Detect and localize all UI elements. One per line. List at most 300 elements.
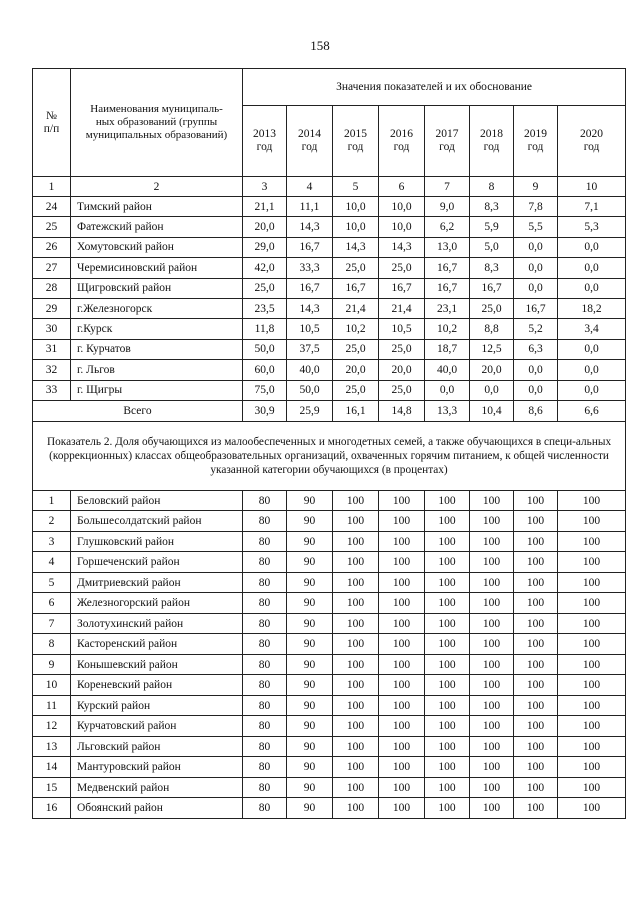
value-cell: 10,0 [379,217,425,237]
value-cell: 50,0 [243,339,287,359]
header-row-top [33,69,626,106]
value-cell: 100 [425,695,470,716]
value-cell: 100 [514,675,558,696]
indicators-table [32,68,626,819]
value-cell: 80 [243,531,287,552]
value-cell: 100 [558,675,626,696]
value-cell: 100 [514,695,558,716]
value-cell: 100 [558,511,626,532]
table-row [33,237,626,257]
value-cell: 100 [470,654,514,675]
value-cell: 100 [558,634,626,655]
value-cell: 100 [514,716,558,737]
value-cell: 100 [470,634,514,655]
value-cell: 100 [470,736,514,757]
row-number: 27 [33,258,71,278]
value-cell: 100 [514,798,558,819]
value-cell: 29,0 [243,237,287,257]
num-col-header: № п/п [33,69,71,177]
value-cell: 0,0 [514,360,558,380]
value-cell: 0,0 [514,278,558,298]
value-cell: 90 [287,531,333,552]
value-cell: 80 [243,634,287,655]
value-cell: 90 [287,613,333,634]
value-cell: 80 [243,613,287,634]
value-cell: 90 [287,593,333,614]
column-number: 2 [71,177,243,197]
value-cell: 25,0 [379,258,425,278]
municipality-name: Курчатовский район [71,716,243,737]
row-number: 1 [33,490,71,511]
value-cell: 25,0 [333,258,379,278]
value-cell: 5,0 [470,237,514,257]
value-cell: 80 [243,490,287,511]
year-header: 2018 год [470,106,514,177]
value-cell: 25,0 [333,380,379,400]
value-cell: 100 [333,757,379,778]
values-title: Значения показателей и их обоснование [243,69,626,106]
value-cell: 90 [287,634,333,655]
value-cell: 14,3 [287,217,333,237]
municipality-name: Железногорский район [71,593,243,614]
value-cell: 100 [333,695,379,716]
row-number: 2 [33,511,71,532]
municipality-name: Хомутовский район [71,237,243,257]
value-cell: 16,7 [333,278,379,298]
value-cell: 0,0 [558,237,626,257]
numbering-row [33,177,626,197]
row-number: 14 [33,757,71,778]
value-cell: 20,0 [243,217,287,237]
table-row [33,613,626,634]
table-row [33,278,626,298]
value-cell: 100 [514,490,558,511]
value-cell: 60,0 [243,360,287,380]
row-number: 31 [33,339,71,359]
total-value: 13,3 [425,400,470,421]
value-cell: 100 [379,675,425,696]
municipality-name: г. Льгов [71,360,243,380]
value-cell: 12,5 [470,339,514,359]
row-number: 29 [33,298,71,318]
table-row [33,319,626,339]
row-number: 7 [33,613,71,634]
value-cell: 21,4 [333,298,379,318]
value-cell: 100 [558,613,626,634]
value-cell: 16,7 [379,278,425,298]
table-row [33,654,626,675]
municipality-name: г. Щигры [71,380,243,400]
value-cell: 0,0 [558,278,626,298]
value-cell: 0,0 [558,360,626,380]
value-cell: 100 [470,716,514,737]
value-cell: 100 [470,613,514,634]
row-number: 26 [33,237,71,257]
value-cell: 90 [287,552,333,573]
value-cell: 80 [243,654,287,675]
value-cell: 100 [379,511,425,532]
municipality-name: г. Курчатов [71,339,243,359]
value-cell: 100 [379,777,425,798]
value-cell: 21,4 [379,298,425,318]
table-row [33,593,626,614]
value-cell: 100 [558,716,626,737]
table-row [33,511,626,532]
value-cell: 100 [425,736,470,757]
table-row [33,380,626,400]
value-cell: 0,0 [558,339,626,359]
total-value: 16,1 [333,400,379,421]
row-number: 8 [33,634,71,655]
value-cell: 100 [425,511,470,532]
value-cell: 90 [287,716,333,737]
table-row [33,490,626,511]
year-header: 2015 год [333,106,379,177]
row-number: 9 [33,654,71,675]
value-cell: 80 [243,716,287,737]
value-cell: 100 [333,552,379,573]
row-number: 3 [33,531,71,552]
row-number: 15 [33,777,71,798]
value-cell: 10,5 [379,319,425,339]
municipality-name: Курский район [71,695,243,716]
value-cell: 100 [333,511,379,532]
table-row [33,634,626,655]
table-row [33,716,626,737]
value-cell: 100 [558,552,626,573]
year-header: 2020 год [558,106,626,177]
value-cell: 80 [243,695,287,716]
value-cell: 100 [514,757,558,778]
value-cell: 100 [514,777,558,798]
value-cell: 25,0 [243,278,287,298]
total-value: 6,6 [558,400,626,421]
total-row [33,400,626,421]
municipality-name: Горшеченский район [71,552,243,573]
total-value: 30,9 [243,400,287,421]
value-cell: 50,0 [287,380,333,400]
row-number: 16 [33,798,71,819]
value-cell: 20,0 [333,360,379,380]
row-number: 11 [33,695,71,716]
column-number: 9 [514,177,558,197]
table-row [33,360,626,380]
value-cell: 11,1 [287,197,333,217]
value-cell: 14,3 [379,237,425,257]
value-cell: 10,0 [333,197,379,217]
table-row [33,695,626,716]
municipality-name: Дмитриевский район [71,572,243,593]
indicator-2-row [33,421,626,490]
value-cell: 7,1 [558,197,626,217]
total-value: 10,4 [470,400,514,421]
value-cell: 16,7 [287,237,333,257]
value-cell: 100 [425,531,470,552]
value-cell: 25,0 [470,298,514,318]
value-cell: 80 [243,757,287,778]
value-cell: 90 [287,736,333,757]
value-cell: 80 [243,511,287,532]
value-cell: 100 [333,593,379,614]
year-header: 2019 год [514,106,558,177]
municipality-name: Щигровский район [71,278,243,298]
municipality-name: Беловский район [71,490,243,511]
value-cell: 0,0 [514,237,558,257]
municipality-name: Тимский район [71,197,243,217]
table-row [33,757,626,778]
municipality-name: Конышевский район [71,654,243,675]
year-header: 2013 год [243,106,287,177]
table-row [33,217,626,237]
value-cell: 6,2 [425,217,470,237]
value-cell: 100 [379,634,425,655]
value-cell: 16,7 [514,298,558,318]
total-label: Всего [33,400,243,421]
value-cell: 90 [287,572,333,593]
value-cell: 25,0 [379,380,425,400]
value-cell: 21,1 [243,197,287,217]
value-cell: 16,7 [470,278,514,298]
value-cell: 3,4 [558,319,626,339]
value-cell: 100 [425,490,470,511]
value-cell: 33,3 [287,258,333,278]
value-cell: 100 [470,777,514,798]
municipality-name: Обоянский район [71,798,243,819]
value-cell: 0,0 [514,380,558,400]
value-cell: 100 [379,531,425,552]
value-cell: 11,8 [243,319,287,339]
municipality-name: Фатежский район [71,217,243,237]
table-row [33,798,626,819]
row-number: 13 [33,736,71,757]
row-number: 30 [33,319,71,339]
table-row [33,531,626,552]
value-cell: 100 [425,798,470,819]
value-cell: 100 [514,736,558,757]
value-cell: 0,0 [514,258,558,278]
value-cell: 75,0 [243,380,287,400]
table-row [33,197,626,217]
value-cell: 100 [470,593,514,614]
value-cell: 100 [425,716,470,737]
table-row [33,298,626,318]
value-cell: 100 [379,695,425,716]
value-cell: 100 [379,593,425,614]
year-header: 2016 год [379,106,425,177]
value-cell: 100 [470,490,514,511]
value-cell: 100 [514,511,558,532]
value-cell: 100 [425,572,470,593]
row-number: 32 [33,360,71,380]
value-cell: 23,1 [425,298,470,318]
value-cell: 100 [470,757,514,778]
municipality-name: Глушковский район [71,531,243,552]
value-cell: 100 [514,613,558,634]
column-number: 4 [287,177,333,197]
name-col-header: Наименования муниципаль- ных образований (группы муниципальных образований) [71,69,243,177]
value-cell: 100 [470,675,514,696]
value-cell: 23,5 [243,298,287,318]
value-cell: 100 [558,777,626,798]
value-cell: 100 [333,572,379,593]
column-number: 8 [470,177,514,197]
value-cell: 40,0 [287,360,333,380]
value-cell: 100 [379,798,425,819]
value-cell: 100 [379,736,425,757]
row-number: 6 [33,593,71,614]
value-cell: 8,8 [470,319,514,339]
value-cell: 100 [425,552,470,573]
total-value: 8,6 [514,400,558,421]
value-cell: 100 [379,757,425,778]
value-cell: 80 [243,593,287,614]
municipality-name: г.Железногорск [71,298,243,318]
row-number: 33 [33,380,71,400]
value-cell: 100 [425,675,470,696]
value-cell: 80 [243,552,287,573]
value-cell: 5,2 [514,319,558,339]
total-value: 25,9 [287,400,333,421]
value-cell: 100 [470,531,514,552]
row-number: 4 [33,552,71,573]
value-cell: 100 [514,552,558,573]
value-cell: 100 [558,531,626,552]
value-cell: 100 [558,798,626,819]
table-row [33,736,626,757]
value-cell: 100 [333,654,379,675]
value-cell: 16,7 [287,278,333,298]
indicator-2-description: Показатель 2. Доля обучающихся из малообеспеченных и многодетных семей, а также обучающихся в специ-альных (коррекционных) классах общеобразовательных организаций, охваченных горячим питанием, к общей численности указанной категории обучающихся (в процентах) [33,421,626,490]
value-cell: 100 [514,531,558,552]
value-cell: 100 [470,552,514,573]
value-cell: 100 [514,634,558,655]
municipality-name: Касторенский район [71,634,243,655]
value-cell: 80 [243,572,287,593]
value-cell: 0,0 [425,380,470,400]
value-cell: 42,0 [243,258,287,278]
municipality-name: Мантуровский район [71,757,243,778]
value-cell: 100 [425,757,470,778]
value-cell: 25,0 [333,339,379,359]
value-cell: 80 [243,777,287,798]
value-cell: 100 [558,572,626,593]
value-cell: 100 [333,490,379,511]
value-cell: 100 [425,613,470,634]
column-number: 1 [33,177,71,197]
table-row [33,675,626,696]
municipality-name: Золотухинский район [71,613,243,634]
value-cell: 10,5 [287,319,333,339]
value-cell: 100 [333,613,379,634]
row-number: 10 [33,675,71,696]
value-cell: 100 [333,736,379,757]
table-row [33,552,626,573]
value-cell: 18,2 [558,298,626,318]
column-number: 6 [379,177,425,197]
value-cell: 100 [514,654,558,675]
value-cell: 18,7 [425,339,470,359]
value-cell: 100 [333,716,379,737]
value-cell: 100 [558,695,626,716]
column-number: 10 [558,177,626,197]
value-cell: 100 [379,552,425,573]
value-cell: 100 [558,593,626,614]
value-cell: 0,0 [558,380,626,400]
value-cell: 90 [287,777,333,798]
row-number: 12 [33,716,71,737]
year-header: 2017 год [425,106,470,177]
value-cell: 20,0 [470,360,514,380]
row-number: 5 [33,572,71,593]
value-cell: 5,9 [470,217,514,237]
value-cell: 100 [558,490,626,511]
value-cell: 8,3 [470,258,514,278]
row-number: 28 [33,278,71,298]
value-cell: 100 [425,593,470,614]
value-cell: 6,3 [514,339,558,359]
value-cell: 90 [287,798,333,819]
value-cell: 14,3 [287,298,333,318]
value-cell: 100 [470,511,514,532]
value-cell: 0,0 [558,258,626,278]
value-cell: 100 [333,531,379,552]
value-cell: 100 [470,572,514,593]
municipality-name: Черемисиновский район [71,258,243,278]
value-cell: 5,5 [514,217,558,237]
value-cell: 5,3 [558,217,626,237]
value-cell: 100 [379,716,425,737]
column-number: 7 [425,177,470,197]
value-cell: 25,0 [379,339,425,359]
value-cell: 90 [287,675,333,696]
value-cell: 90 [287,490,333,511]
value-cell: 37,5 [287,339,333,359]
value-cell: 100 [425,777,470,798]
value-cell: 8,3 [470,197,514,217]
value-cell: 80 [243,736,287,757]
value-cell: 100 [379,490,425,511]
column-number: 3 [243,177,287,197]
value-cell: 10,2 [333,319,379,339]
value-cell: 100 [425,654,470,675]
municipality-name: Большесолдатский район [71,511,243,532]
municipality-name: Льговский район [71,736,243,757]
value-cell: 100 [470,695,514,716]
value-cell: 100 [558,757,626,778]
table-row [33,339,626,359]
value-cell: 100 [514,572,558,593]
value-cell: 100 [333,777,379,798]
value-cell: 10,2 [425,319,470,339]
value-cell: 100 [379,572,425,593]
value-cell: 80 [243,798,287,819]
row-number: 25 [33,217,71,237]
value-cell: 80 [243,675,287,696]
value-cell: 100 [333,675,379,696]
value-cell: 100 [379,654,425,675]
value-cell: 100 [514,593,558,614]
value-cell: 0,0 [470,380,514,400]
total-value: 14,8 [379,400,425,421]
value-cell: 40,0 [425,360,470,380]
value-cell: 100 [379,613,425,634]
value-cell: 100 [425,634,470,655]
value-cell: 16,7 [425,258,470,278]
value-cell: 90 [287,654,333,675]
page-number: 158 [310,38,330,53]
value-cell: 20,0 [379,360,425,380]
table-row [33,258,626,278]
